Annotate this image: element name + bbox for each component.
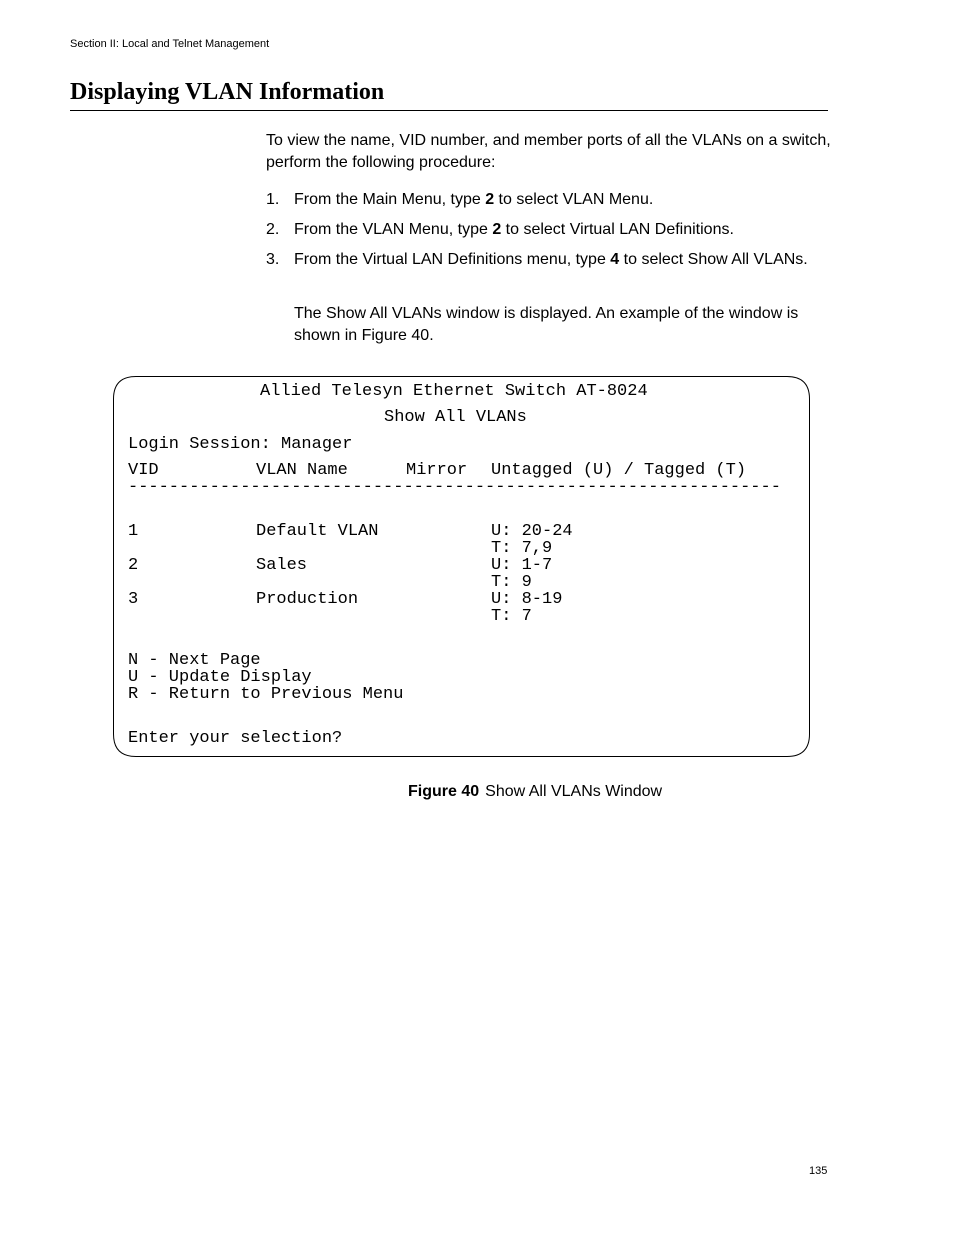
step-note: The Show All VLANs window is displayed. An example of the window is shown in Figure 40. <box>294 305 799 344</box>
step-key: 4 <box>610 251 620 268</box>
figure-caption <box>408 783 662 801</box>
vlan-vid: 2 <box>128 556 139 575</box>
step-number: 1. <box>266 191 280 208</box>
step-key: 2 <box>492 221 502 238</box>
figure-title: Show All VLANs Window <box>485 783 663 800</box>
step-text: to select Virtual LAN Definitions. <box>501 221 734 238</box>
selection-prompt: Enter your selection? <box>128 729 343 748</box>
vlan-tagged: T: 7 <box>491 607 532 626</box>
step-item <box>266 189 831 211</box>
vlan-tagged: T: 7,9 <box>491 539 553 558</box>
step-number: 2. <box>266 221 280 238</box>
menu-option: R - Return to Previous Menu <box>128 685 404 704</box>
column-header-ports: Untagged (U) / Tagged (T) <box>491 461 747 480</box>
vlan-tagged: T: 9 <box>491 573 532 592</box>
terminal-window-figure <box>113 376 810 757</box>
step-key: 2 <box>485 191 495 208</box>
vlan-vid: 1 <box>128 522 139 541</box>
procedure-steps <box>266 189 831 279</box>
figure-label: Figure 40 <box>408 783 480 800</box>
step-text: From the Main Menu, type <box>294 191 486 208</box>
step-text: to select Show All VLANs. <box>619 251 808 268</box>
menu-option: N - Next Page <box>128 651 261 670</box>
vlan-name: Production <box>256 590 359 609</box>
step-number: 3. <box>266 251 280 268</box>
column-header-vid: VID <box>128 461 159 480</box>
step-item <box>266 219 831 241</box>
vlan-name: Sales <box>256 556 308 575</box>
column-header-name: VLAN Name <box>256 461 348 480</box>
login-session: Login Session: Manager <box>128 435 353 454</box>
screen-title: Show All VLANs <box>384 408 527 427</box>
intro-paragraph: To view the name, VID number, and member ports of all the VLANs on a switch, perform the following procedure: <box>266 132 831 171</box>
step-text: to select VLAN Menu. <box>494 191 654 208</box>
step-item <box>266 249 831 271</box>
switch-title: Allied Telesyn Ethernet Switch AT-8024 <box>260 382 648 401</box>
column-header-mirror: Mirror <box>406 461 468 480</box>
running-head: Section II: Local and Telnet Management <box>70 38 270 50</box>
vlan-untagged: U: 20-24 <box>491 522 573 541</box>
menu-option: U - Update Display <box>128 668 312 687</box>
vlan-untagged: U: 1-7 <box>491 556 553 575</box>
step-text: From the VLAN Menu, type <box>294 221 493 238</box>
divider-line: ---------------------------------------------------------------- <box>128 478 781 497</box>
section-title: Displaying VLAN Information <box>70 76 828 111</box>
vlan-untagged: U: 8-19 <box>491 590 563 609</box>
vlan-name: Default VLAN <box>256 522 379 541</box>
step-text: From the Virtual LAN Definitions menu, type <box>294 251 611 268</box>
page-number: 135 <box>809 1165 828 1177</box>
vlan-vid: 3 <box>128 590 139 609</box>
